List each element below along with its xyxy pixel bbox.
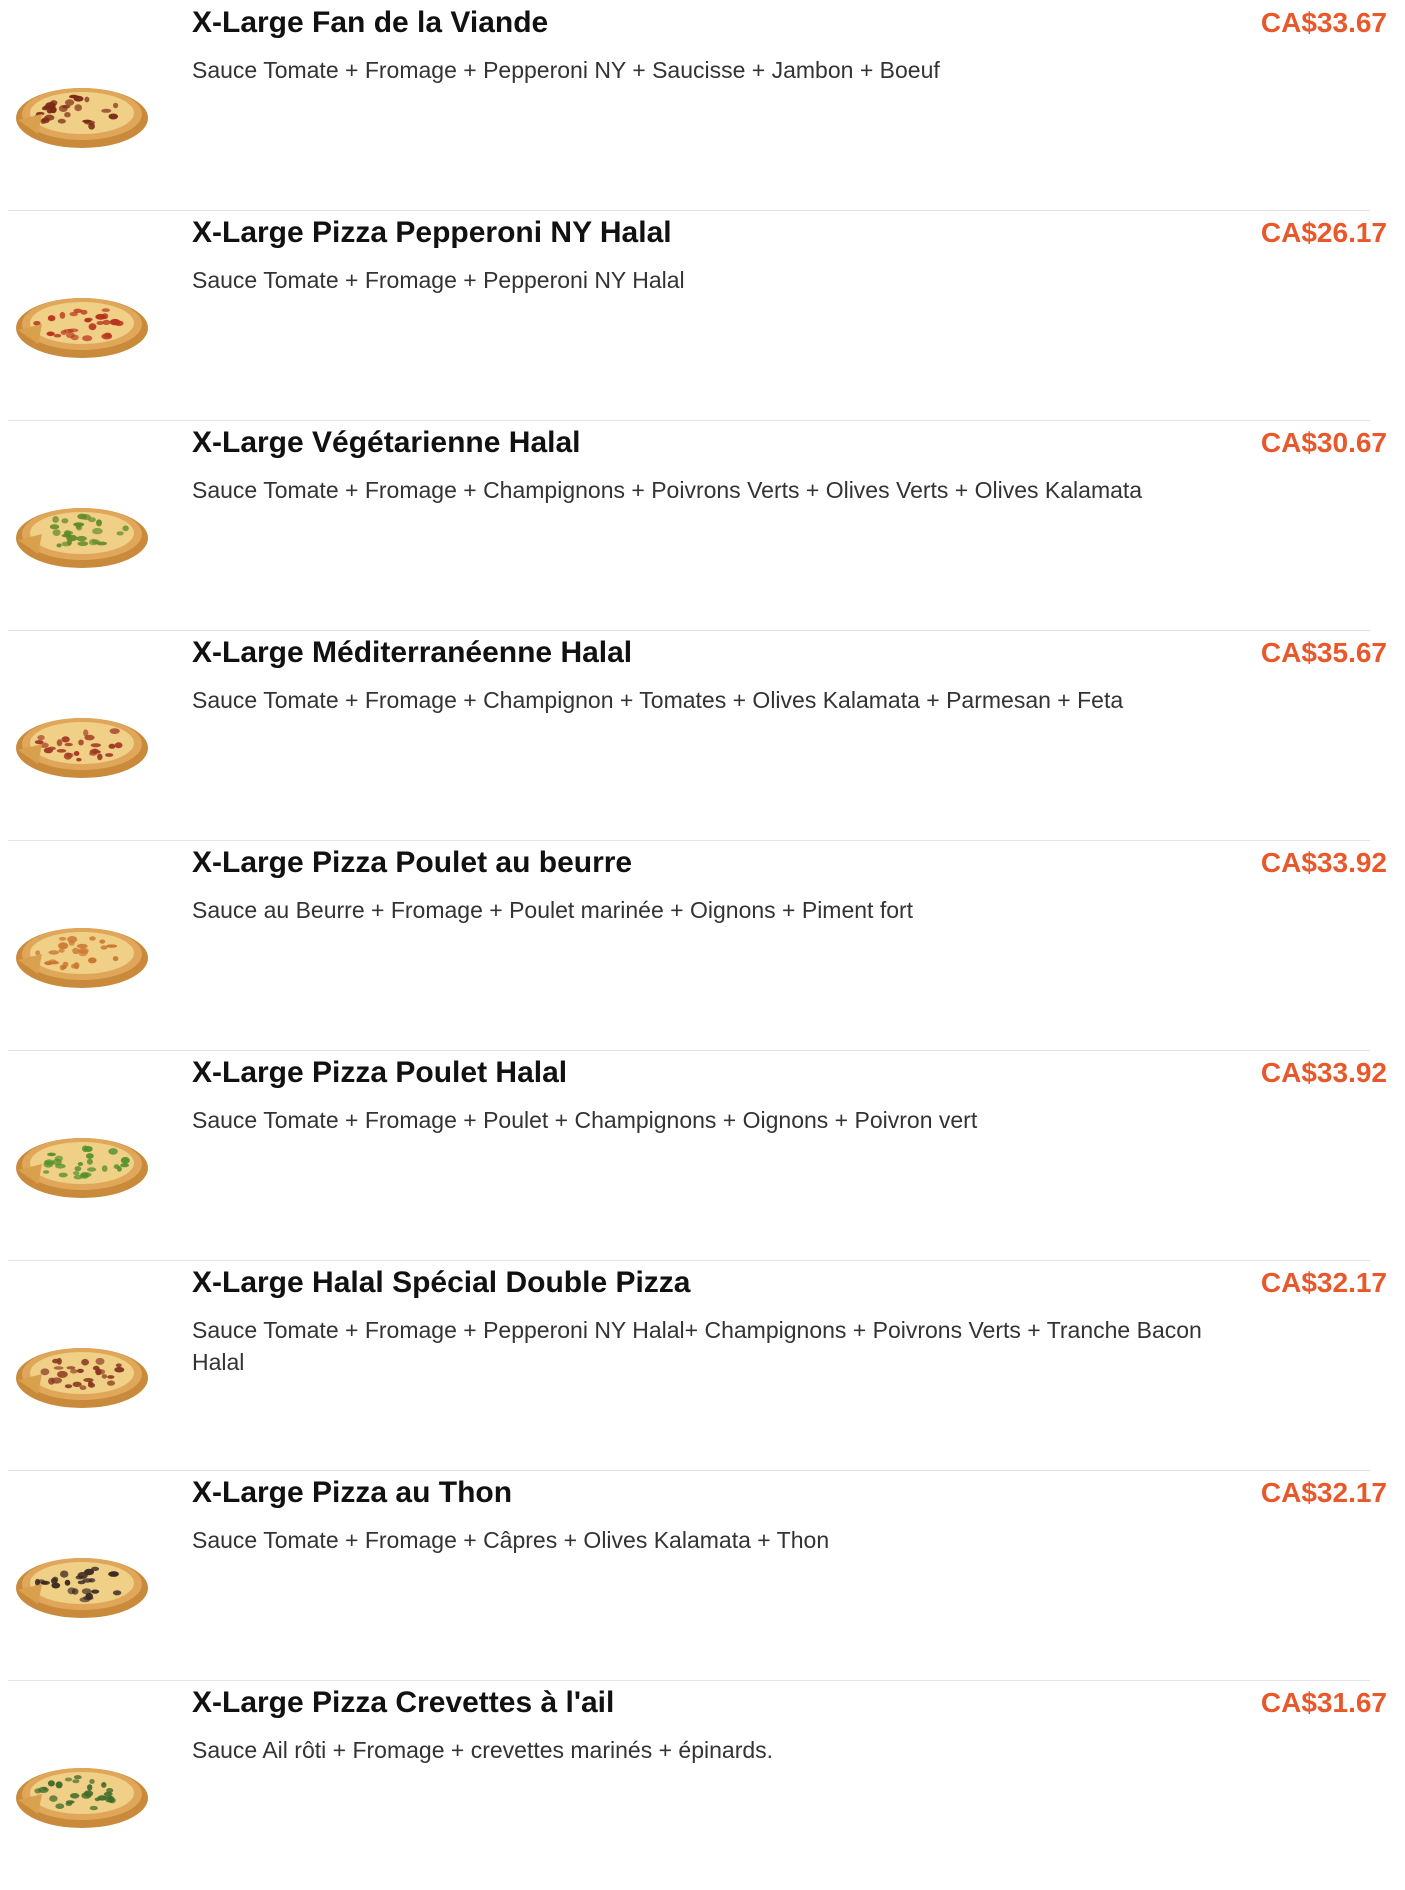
pepperoni-pizza-image[interactable] <box>8 278 152 362</box>
item-price: CA$33.92 <box>1260 1057 1387 1088</box>
topping-mark <box>48 1780 55 1786</box>
topping-mark <box>99 940 105 944</box>
topping-mark <box>55 1156 63 1162</box>
topping-mark <box>73 1382 82 1387</box>
topping-mark <box>120 1163 129 1167</box>
divider <box>8 1470 1370 1471</box>
topping-mark <box>117 531 124 535</box>
topping-mark <box>113 103 118 109</box>
topping-mark <box>70 1793 79 1799</box>
topping-mark <box>78 1162 83 1166</box>
topping-mark <box>88 123 95 130</box>
topping-mark <box>66 1366 75 1369</box>
item-description: Sauce au Beurre + Fromage + Poulet marinée + Oignons + Piment fort <box>192 897 914 923</box>
topping-mark <box>97 1369 105 1374</box>
topping-mark <box>62 542 72 547</box>
topping-mark <box>76 536 87 541</box>
topping-mark <box>73 309 82 313</box>
topping-mark <box>70 1369 77 1374</box>
item-name[interactable]: X-Large Pizza Poulet Halal <box>192 1056 568 1089</box>
topping-mark <box>89 539 98 545</box>
special-pizza-image[interactable] <box>8 1328 152 1412</box>
topping-mark <box>41 117 49 123</box>
topping-mark <box>73 1171 80 1175</box>
topping-mark <box>43 1170 49 1174</box>
topping-mark <box>82 335 92 341</box>
topping-mark <box>109 114 119 120</box>
topping-mark <box>78 949 88 956</box>
topping-mark <box>65 1580 71 1586</box>
topping-mark <box>65 1778 72 1782</box>
item-price: CA$32.17 <box>1260 1477 1387 1508</box>
chicken-pizza-image[interactable] <box>8 1118 152 1202</box>
topping-mark <box>86 1153 94 1159</box>
topping-mark <box>66 332 75 338</box>
topping-mark <box>89 323 97 330</box>
topping-mark <box>52 516 59 523</box>
menu-item[interactable] <box>0 1680 1405 1890</box>
topping-mark <box>56 1781 63 1788</box>
topping-mark <box>82 1588 92 1594</box>
item-price: CA$30.67 <box>1260 427 1387 458</box>
topping-mark <box>44 961 53 965</box>
topping-mark <box>37 735 44 740</box>
topping-mark <box>77 1369 84 1373</box>
topping-mark <box>71 964 76 969</box>
topping-mark <box>102 1374 107 1379</box>
topping-mark <box>54 334 61 338</box>
item-price: CA$26.17 <box>1260 217 1387 248</box>
topping-mark <box>88 1381 93 1386</box>
menu-item[interactable] <box>0 0 1405 210</box>
topping-mark <box>72 948 79 954</box>
topping-mark <box>116 1363 122 1367</box>
topping-mark <box>66 753 74 758</box>
menu-item[interactable] <box>0 1470 1405 1680</box>
topping-mark <box>62 105 70 109</box>
topping-mark <box>102 308 110 312</box>
mediterranean-pizza-image[interactable] <box>8 698 152 782</box>
topping-mark <box>57 543 62 547</box>
topping-mark <box>96 519 102 526</box>
topping-mark <box>107 1375 114 1379</box>
topping-mark <box>83 1378 93 1382</box>
topping-mark <box>101 109 111 113</box>
topping-mark <box>83 729 88 736</box>
topping-mark <box>115 742 123 748</box>
topping-mark <box>106 944 117 947</box>
topping-mark <box>65 743 73 746</box>
divider <box>8 630 1370 631</box>
topping-mark <box>76 758 81 762</box>
topping-mark <box>65 99 74 105</box>
item-description: Sauce Tomate + Fromage + Champignons + Poivrons Verts + Olives Verts + Olives Kalamata <box>192 477 1143 503</box>
topping-mark <box>51 1377 62 1383</box>
item-name[interactable]: X-Large Pizza au Thon <box>192 1476 513 1509</box>
item-name[interactable]: X-Large Pizza Pepperoni NY Halal <box>192 216 672 249</box>
divider <box>8 1260 1370 1261</box>
topping-mark <box>65 1384 72 1388</box>
topping-mark <box>80 1385 87 1390</box>
vegetarian-pizza-image[interactable] <box>8 488 152 572</box>
topping-mark <box>96 542 107 546</box>
topping-mark <box>83 1596 93 1601</box>
topping-mark <box>53 529 61 536</box>
topping-mark <box>34 1788 41 1793</box>
topping-mark <box>87 1784 92 1790</box>
topping-mark <box>89 1779 94 1784</box>
topping-mark <box>44 748 53 754</box>
menu-item[interactable] <box>0 1260 1405 1470</box>
topping-mark <box>62 736 70 742</box>
meat-pizza-image[interactable] <box>8 68 152 152</box>
item-name[interactable]: X-Large Végétarienne Halal <box>192 426 581 459</box>
topping-mark <box>47 332 55 337</box>
divider <box>8 1680 1370 1681</box>
item-price: CA$33.67 <box>1260 7 1387 38</box>
topping-mark <box>61 330 67 335</box>
topping-mark <box>47 1153 56 1157</box>
item-name[interactable]: X-Large Halal Spécial Double Pizza <box>192 1266 691 1299</box>
topping-mark <box>59 1173 68 1178</box>
topping-mark <box>44 1159 54 1165</box>
topping-mark <box>52 1359 59 1364</box>
topping-mark <box>50 524 59 529</box>
topping-mark <box>48 315 56 321</box>
topping-mark <box>114 1367 124 1373</box>
topping-mark <box>55 1803 64 1809</box>
topping-mark <box>55 1164 66 1169</box>
topping-mark <box>110 728 120 734</box>
topping-mark <box>77 944 88 948</box>
topping-mark <box>84 1146 93 1152</box>
topping-mark <box>78 1572 88 1579</box>
topping-mark <box>74 1175 83 1180</box>
topping-mark <box>48 950 59 954</box>
topping-mark <box>88 957 97 963</box>
topping-mark <box>102 320 110 325</box>
topping-mark <box>101 333 112 339</box>
topping-mark <box>109 1571 119 1576</box>
menu-item[interactable] <box>0 840 1405 1050</box>
topping-mark <box>76 524 81 530</box>
item-description: Sauce Tomate + Fromage + Poulet + Champignons + Oignons + Poivron vert <box>192 1107 978 1133</box>
topping-mark <box>113 1590 121 1595</box>
topping-mark <box>105 753 113 757</box>
divider <box>8 840 1370 841</box>
topping-mark <box>84 97 89 103</box>
item-description: Sauce Tomate + Fromage + Câpres + Olives Kalamata + Thon <box>192 1527 830 1553</box>
item-price: CA$33.92 <box>1260 847 1387 878</box>
topping-mark <box>61 518 68 523</box>
item-price: CA$35.67 <box>1260 637 1387 668</box>
topping-mark <box>42 1787 47 1791</box>
topping-mark <box>69 95 79 99</box>
topping-mark <box>91 1590 99 1594</box>
topping-mark <box>108 1148 118 1155</box>
topping-mark <box>51 1578 58 1584</box>
topping-mark <box>104 1792 113 1796</box>
topping-mark <box>35 950 40 955</box>
item-price: CA$32.17 <box>1260 1267 1387 1298</box>
topping-mark <box>60 1571 68 1578</box>
topping-mark <box>77 514 87 520</box>
topping-mark <box>74 1775 82 1779</box>
topping-mark <box>63 962 69 967</box>
topping-mark <box>82 1578 92 1582</box>
menu-item[interactable] <box>0 420 1405 630</box>
topping-mark <box>115 321 124 326</box>
topping-mark <box>75 1166 82 1171</box>
topping-mark <box>87 1167 96 1171</box>
topping-mark <box>121 1157 130 1164</box>
topping-mark <box>89 936 96 940</box>
menu-item[interactable] <box>0 1050 1405 1260</box>
topping-mark <box>77 541 88 546</box>
tuna-pizza-image[interactable] <box>8 1538 152 1622</box>
topping-mark <box>102 1165 108 1172</box>
topping-mark <box>92 528 103 534</box>
menu-item[interactable] <box>0 630 1405 840</box>
topping-mark <box>49 1795 57 1802</box>
topping-mark <box>78 740 84 746</box>
shrimp-pizza-image[interactable] <box>8 1748 152 1832</box>
topping-mark <box>60 312 66 319</box>
item-name[interactable]: X-Large Méditerranéenne Halal <box>192 636 633 669</box>
item-name[interactable]: X-Large Pizza Crevettes à l'ail <box>192 1686 615 1719</box>
topping-mark <box>122 525 128 531</box>
menu-item[interactable] <box>0 210 1405 420</box>
item-description: Sauce Ail rôti + Fromage + crevettes marinés + épinards. <box>192 1737 774 1763</box>
topping-mark <box>81 1792 91 1799</box>
item-description: Sauce Tomate + Fromage + Pepperoni NY + Saucisse + Jambon + Boeuf <box>192 57 940 83</box>
item-name[interactable]: X-Large Pizza Poulet au beurre <box>192 846 633 879</box>
topping-mark <box>102 313 108 319</box>
topping-mark <box>90 1806 98 1810</box>
item-description: Sauce Tomate + Fromage + Pepperoni NY Halal <box>192 267 685 293</box>
topping-mark <box>107 1796 114 1803</box>
topping-mark <box>72 1779 79 1783</box>
item-price: CA$31.67 <box>1260 1687 1387 1718</box>
item-description: Sauce Tomate + Fromage + Champignon + Tomates + Olives Kalamata + Parmesan + Feta <box>192 687 1124 713</box>
topping-mark <box>101 945 108 949</box>
topping-mark <box>57 739 63 746</box>
butter-chicken-pizza-image[interactable] <box>8 908 152 992</box>
topping-mark <box>64 112 71 117</box>
topping-mark <box>97 321 104 325</box>
divider <box>8 420 1370 421</box>
topping-mark <box>88 517 96 522</box>
divider <box>8 1050 1370 1051</box>
topping-mark <box>58 942 68 949</box>
item-name[interactable]: X-Large Fan de la Viande <box>192 6 549 39</box>
topping-mark <box>64 530 71 536</box>
topping-mark <box>109 744 116 749</box>
topping-mark <box>59 937 67 941</box>
topping-mark <box>107 1380 115 1385</box>
topping-mark <box>50 100 57 106</box>
topping-mark <box>66 1800 75 1803</box>
topping-mark <box>113 956 119 961</box>
topping-mark <box>84 318 91 322</box>
topping-mark <box>69 940 75 945</box>
topping-mark <box>54 1366 64 1369</box>
topping-mark <box>90 749 100 754</box>
topping-mark <box>95 1798 100 1802</box>
topping-mark <box>74 751 80 756</box>
topping-mark <box>101 1782 106 1788</box>
topping-mark <box>96 1358 105 1365</box>
topping-mark <box>58 119 66 124</box>
topping-mark <box>74 104 82 111</box>
topping-mark <box>97 754 102 761</box>
topping-mark <box>68 1587 76 1594</box>
topping-mark <box>41 1581 48 1584</box>
topping-mark <box>57 1371 68 1378</box>
topping-mark <box>87 1159 93 1165</box>
topping-mark <box>57 749 67 753</box>
topping-mark <box>91 743 101 747</box>
divider <box>8 210 1370 211</box>
topping-mark <box>81 1359 89 1366</box>
topping-mark <box>58 949 64 953</box>
topping-mark <box>117 1166 122 1172</box>
item-description: Sauce Tomate + Fromage + Pepperoni NY Halal+ Champignons + Poivrons Verts + Tranche Bacon Halal <box>192 1317 1202 1375</box>
